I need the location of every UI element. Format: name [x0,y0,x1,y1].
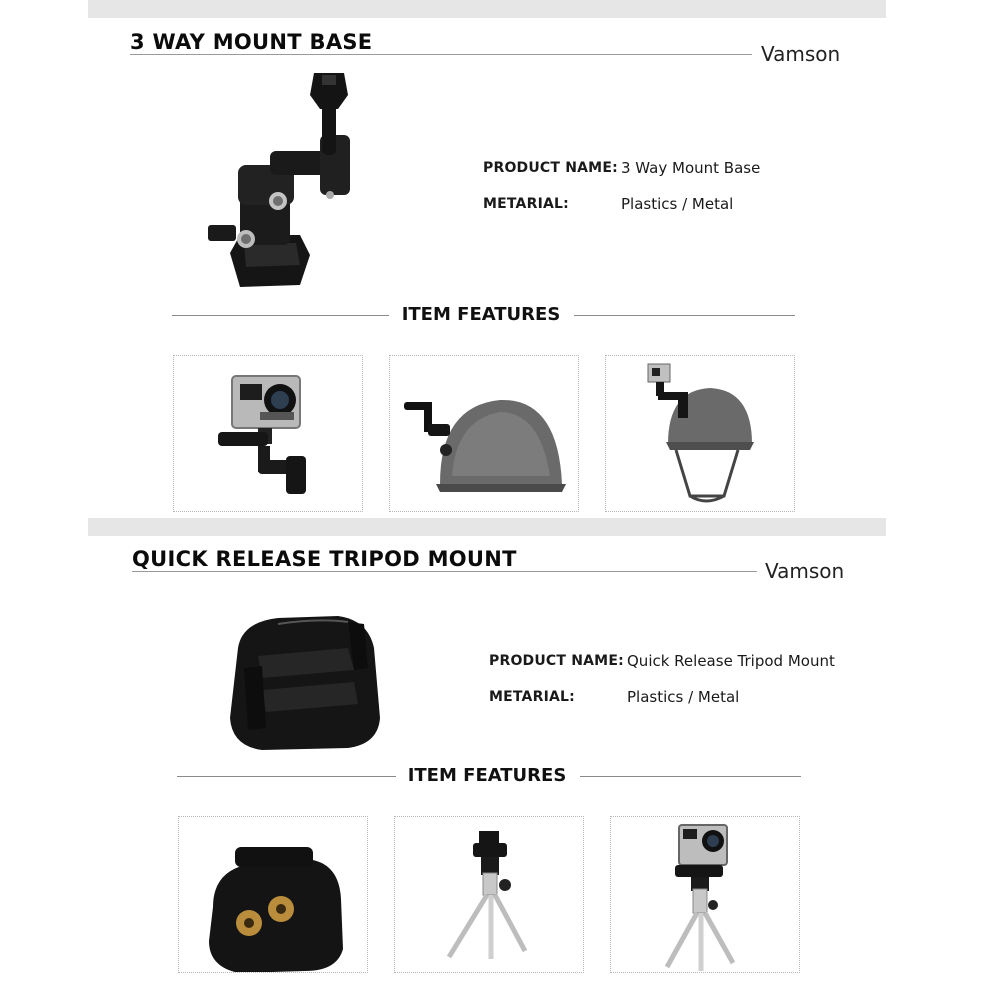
spec-value-product-name: 3 Way Mount Base [621,159,761,177]
section-title: QUICK RELEASE TRIPOD MOUNT [132,547,517,571]
three-way-mount-icon [200,65,400,295]
spec-label-product-name: PRODUCT NAME: [483,160,618,176]
features-title: ITEM FEATURES [407,765,567,786]
3way-mount-on-helmet-shell [390,356,579,512]
spec-value-material: Plastics / Metal [627,688,740,706]
quick-release-base-icon [218,608,388,758]
spec-label-product-name: PRODUCT NAME: [489,653,624,669]
features-rule-left [172,315,389,316]
title-rule [132,571,757,572]
section-title: 3 WAY MOUNT BASE [130,30,373,54]
features-rule-left [177,776,396,777]
feature-image-1 [173,355,363,512]
base-underside-brass-inserts [179,817,368,973]
features-title: ITEM FEATURES [401,304,561,325]
feature-image-4 [178,816,368,973]
title-rule [130,54,752,55]
spec-label-material: METARIAL: [483,196,569,212]
middle-gray-band [88,518,886,536]
gopro-on-helmet-side-mount [606,356,795,512]
feature-image-3 [605,355,795,512]
gopro-on-mini-tripod [611,817,800,973]
features-rule-right [580,776,801,777]
top-gray-band [88,0,886,18]
features-rule-right [574,315,795,316]
feature-image-5 [394,816,584,973]
gopro-hero4-with-3way-mount [174,356,363,512]
feature-image-6 [610,816,800,973]
feature-image-2 [389,355,579,512]
spec-value-product-name: Quick Release Tripod Mount [627,652,835,670]
mini-tripod-with-mount [395,817,584,973]
spec-label-material: METARIAL: [489,689,575,705]
brand-label: Vamson [761,42,841,66]
brand-label: Vamson [765,559,845,583]
spec-value-material: Plastics / Metal [621,195,734,213]
